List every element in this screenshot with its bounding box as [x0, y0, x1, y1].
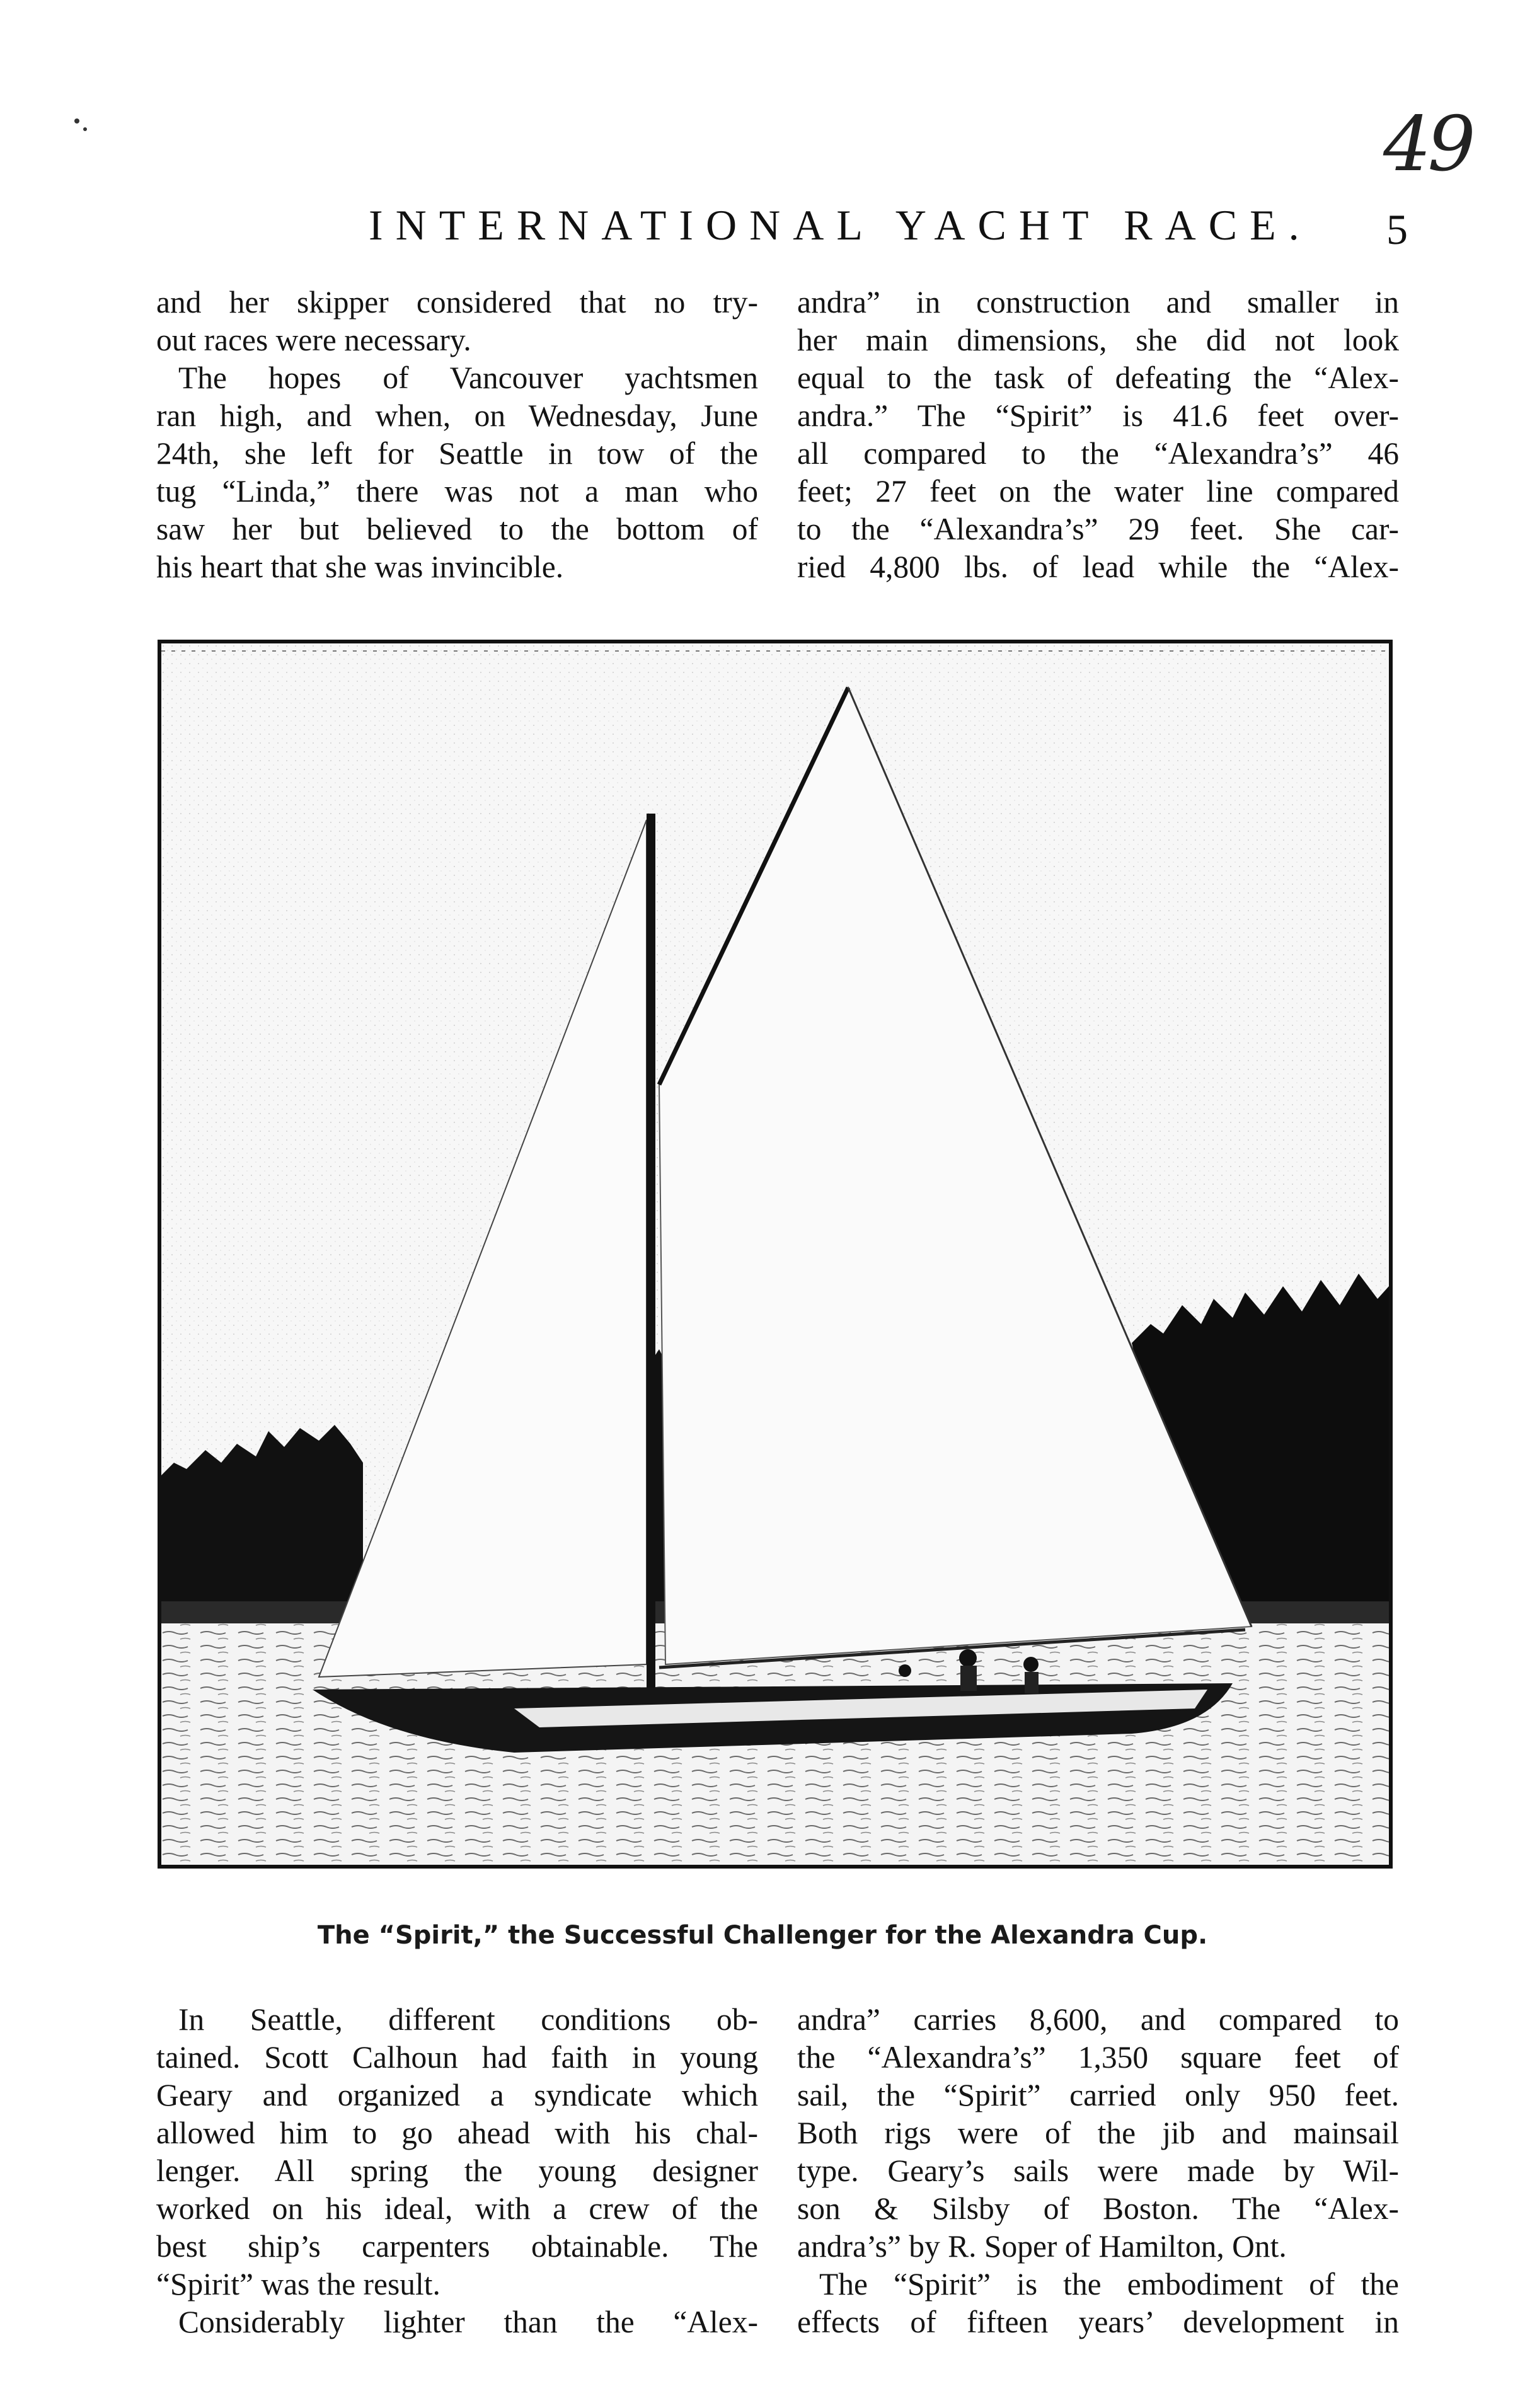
text-line: son & Silsby of Boston. The “Alex- [797, 2191, 1399, 2226]
text-line: his heart that she was invincible. [156, 550, 564, 584]
text-line: worked on his ideal, with a crew of the [156, 2191, 758, 2226]
text-line: lenger. All spring the young designer [156, 2153, 758, 2188]
sailboat-illustration [161, 643, 1389, 1865]
text-line: her main dimensions, she did not look [797, 323, 1399, 357]
bottom-left-column [156, 2001, 758, 2341]
text-line: Geary and organized a syndicate which [156, 2078, 758, 2112]
text-line: out races were necessary. [156, 323, 471, 357]
yacht-photograph [158, 640, 1393, 1869]
text-line: 24th, she left for Seattle in tow of the [156, 436, 758, 471]
text-line: Considerably lighter than the “Alex- [178, 2305, 758, 2339]
figure-caption: The “Spirit,” the Successful Challenger for the Alexandra Cup. [317, 1921, 1208, 1950]
text-line: “Spirit” was the result. [156, 2267, 440, 2301]
handwritten-folio: 49 [1383, 101, 1472, 188]
text-line: equal to the task of defeating the “Alex- [797, 360, 1399, 395]
page-number: 5 [1386, 205, 1408, 253]
top-right-column [797, 284, 1399, 586]
text-line: allowed him to go ahead with his chal- [156, 2116, 758, 2150]
running-head: INTERNATIONAL YACHT RACE. [369, 201, 1312, 249]
text-line: to the “Alexandra’s” 29 feet. She car- [797, 512, 1399, 546]
text-line: sail, the “Spirit” carried only 950 feet. [797, 2078, 1399, 2112]
text-line: In Seattle, different conditions ob- [178, 2002, 758, 2037]
text-line: best ship’s carpenters obtainable. The [156, 2229, 758, 2264]
text-line: type. Geary’s sails were made by Wil- [797, 2153, 1399, 2188]
text-line: all compared to the “Alexandra’s” 46 [797, 436, 1399, 471]
text-line: the “Alexandra’s” 1,350 square feet of [797, 2040, 1399, 2075]
text-line: ran high, and when, on Wednesday, June [156, 398, 758, 433]
bottom-right-column [797, 2001, 1399, 2341]
text-line: andra.” The “Spirit” is 41.6 feet over- [797, 398, 1399, 433]
text-line: Both rigs were of the jib and mainsail [797, 2116, 1399, 2150]
text-line: saw her but believed to the bottom of [156, 512, 758, 546]
text-line: effects of fifteen years’ development in [797, 2305, 1399, 2339]
text-line: andra’s” by R. Soper of Hamilton, Ont. [797, 2229, 1287, 2264]
text-line: andra” in construction and smaller in [797, 285, 1399, 320]
text-line: tained. Scott Calhoun had faith in young [156, 2040, 758, 2075]
text-line: andra” carries 8,600, and compared to [797, 2002, 1399, 2037]
text-line: and her skipper considered that no try- [156, 285, 758, 320]
print-speck [83, 127, 87, 131]
text-line: tug “Linda,” there was not a man who [156, 474, 758, 509]
text-line: The hopes of Vancouver yachtsmen [178, 360, 758, 395]
top-left-column [156, 284, 758, 586]
text-line: The “Spirit” is the embodiment of the [819, 2267, 1399, 2301]
print-speck [74, 118, 79, 124]
text-line: feet; 27 feet on the water line compared [797, 474, 1399, 509]
text-line: ried 4,800 lbs. of lead while the “Alex- [797, 550, 1399, 584]
